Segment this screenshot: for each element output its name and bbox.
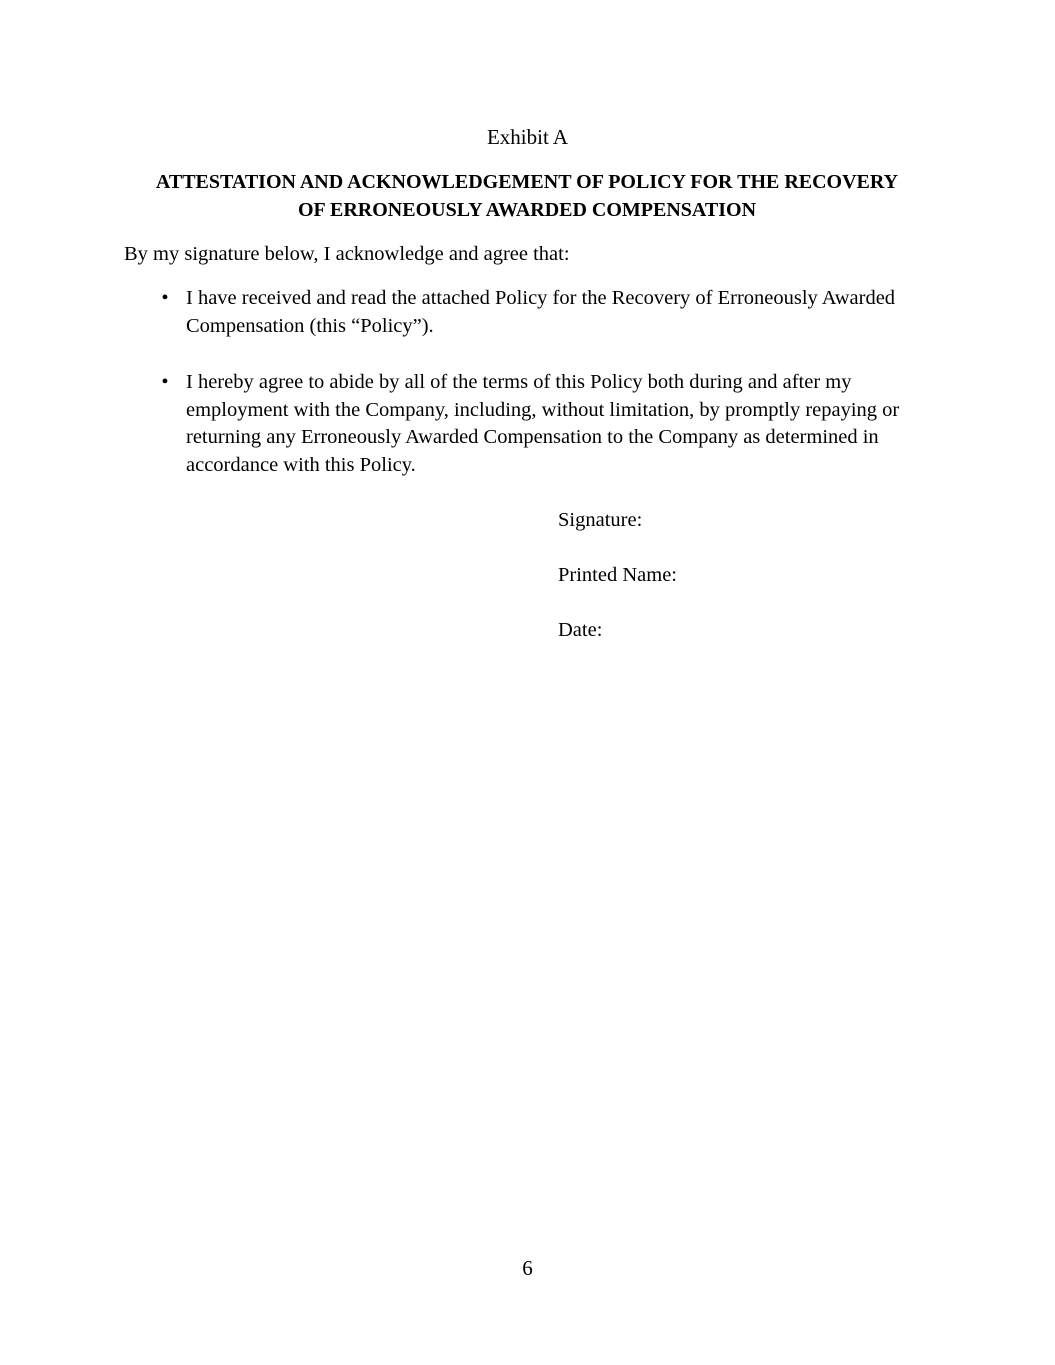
bullet-text: I hereby agree to abide by all of the terms of this Policy both during and after my employment with the Company, including, without limitation, by promptly repaying or returning any Erroneously Awarded Compensation to the Company as determined in accordance with this Policy. [186, 371, 900, 476]
printed-name-label: Printed Name: [558, 564, 677, 586]
exhibit-label: Exhibit A [486, 125, 569, 149]
title-line-1: ATTESTATION AND ACKNOWLEDGEMENT OF POLICY FOR THE RECOVERY [155, 171, 899, 193]
bullet-text: I have received and read the attached Policy for the Recovery of Erroneously Awarded Compensation (this “Policy”). [186, 287, 896, 337]
signature-label: Signature: [558, 509, 643, 531]
date-label: Date: [558, 619, 603, 641]
title-line-2: OF ERRONEOUSLY AWARDED COMPENSATION [297, 199, 757, 221]
page-number: 6 [522, 1256, 533, 1280]
bullet-icon: • [161, 371, 169, 393]
document-title [124, 168, 930, 224]
intro-paragraph: By my signature below, I acknowledge and agree that: [124, 243, 570, 265]
bullet-icon: • [161, 287, 169, 309]
